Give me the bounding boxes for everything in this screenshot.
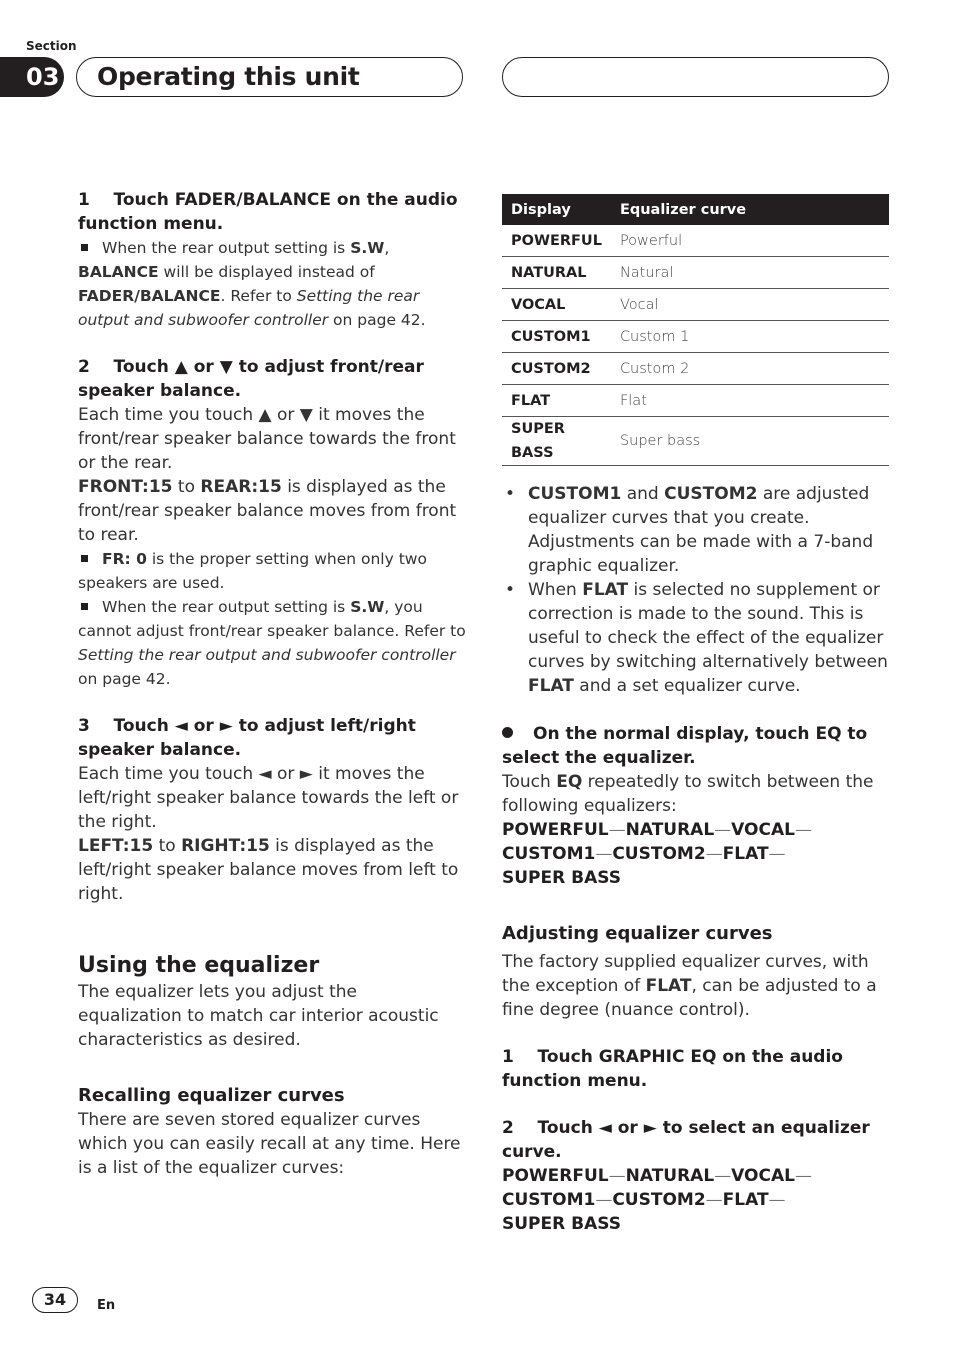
adjusting-intro: The factory supplied equalizer curves, with the exception of FLAT, can be adjusted to a fine degree (nuance control). xyxy=(502,952,877,1020)
table-row xyxy=(502,257,889,289)
touch-eq-desc: Touch EQ repeatedly to switch between the following equalizers: xyxy=(502,772,874,816)
table-cell-display: CUSTOM2 xyxy=(502,353,611,385)
left-column xyxy=(78,188,466,1180)
step-3-left-right: 3 Touch ◄ or ► to adjust left/right speaker balance. xyxy=(78,716,416,760)
equalizer-intro: The equalizer lets you adjust the equalization to match car interior acoustic characteristics as desired. xyxy=(78,982,439,1050)
table-cell-curve: Flat xyxy=(611,385,889,417)
step-select-equalizer: On the normal display, touch EQ to select the equalizer. xyxy=(502,724,868,768)
table-cell-display: CUSTOM1 xyxy=(502,321,611,353)
step-circle-icon xyxy=(502,727,513,738)
left-right-desc: Each time you touch ◄ or ► it moves the left/right speaker balance towards the left or the right. xyxy=(78,764,459,832)
table-header-display: Display xyxy=(502,194,611,225)
table-cell-curve: Natural xyxy=(611,257,889,289)
table-cell-curve: Custom 1 xyxy=(611,321,889,353)
section-number: 03 xyxy=(0,57,64,97)
table-row xyxy=(502,225,889,257)
front-rear-desc: Each time you touch ▲ or ▼ it moves the front/rear speaker balance towards the front or the rear. xyxy=(78,405,456,473)
step-2-front-rear: 2 Touch ▲ or ▼ to adjust front/rear speaker balance. xyxy=(78,357,424,401)
front-rear-range: FRONT:15 to REAR:15 is displayed as the front/rear speaker balance moves from front to rear. xyxy=(78,477,457,545)
note-fr0: FR: 0 is the proper setting when only two speakers are used. xyxy=(78,550,427,592)
notes-list xyxy=(502,482,890,698)
step-1-fader: 1 Touch FADER/BALANCE on the audio function menu. xyxy=(78,190,458,234)
table-cell-display: NATURAL xyxy=(502,257,611,289)
bullet-flat: • When FLAT is selected no supplement or correction is made to the sound. This is useful to check the effect of the equalizer curves by switching alternatively between FLAT and a set equalizer curve. xyxy=(505,580,888,696)
section-label: Section xyxy=(26,39,77,53)
language-code: En xyxy=(97,1298,116,1313)
heading-recalling: Recalling equalizer curves xyxy=(78,1085,345,1106)
table-header-row xyxy=(502,194,889,225)
table-row xyxy=(502,321,889,353)
left-right-range: LEFT:15 to RIGHT:15 is displayed as the left/right speaker balance moves from left to right. xyxy=(78,836,459,904)
page-number: 34 xyxy=(32,1287,78,1313)
note-sw-front-rear: When the rear output setting is S.W, you cannot adjust front/rear speaker balance. Refer to Setting the rear output and subwoofer controller on page 42. xyxy=(78,598,466,688)
table-cell-curve: Powerful xyxy=(611,225,889,257)
step-1-graphic-eq: 1 Touch GRAPHIC EQ on the audio function menu. xyxy=(502,1047,843,1091)
heading-adjusting: Adjusting equalizer curves xyxy=(502,923,773,944)
equalizer-sequence: POWERFUL—NATURAL—VOCAL— CUSTOM1—CUSTOM2—FLAT— SUPER BASS xyxy=(502,820,812,888)
page-title: Operating this unit xyxy=(97,62,360,91)
table-cell-curve: Custom 2 xyxy=(611,353,889,385)
note-square-icon xyxy=(81,244,88,251)
table-cell-curve: Super bass xyxy=(611,417,889,466)
table-cell-display: SUPER BASS xyxy=(502,417,611,466)
note-sw-balance: When the rear output setting is S.W, BALANCE will be displayed instead of FADER/BALANCE. Refer to Setting the rear output and subwoofer controller on page 42. xyxy=(78,239,426,329)
table-cell-display: FLAT xyxy=(502,385,611,417)
table-cell-display: POWERFUL xyxy=(502,225,611,257)
right-column xyxy=(502,194,890,1236)
table-cell-curve: Vocal xyxy=(611,289,889,321)
bullet-dot-icon: • xyxy=(505,484,516,504)
bullet-custom: • CUSTOM1 and CUSTOM2 are adjusted equalizer curves that you create. Adjustments can be made with a 7-band graphic equalizer. xyxy=(505,484,874,576)
equalizer-table xyxy=(502,194,889,466)
equalizer-sequence-2: POWERFUL—NATURAL—VOCAL— CUSTOM1—CUSTOM2—FLAT— SUPER BASS xyxy=(502,1166,812,1234)
step-2-select-curve: 2 Touch ◄ or ► to select an equalizer curve. xyxy=(502,1118,870,1162)
note-square-icon xyxy=(81,603,88,610)
table-row xyxy=(502,417,889,466)
table-row xyxy=(502,385,889,417)
table-row xyxy=(502,353,889,385)
heading-using-equalizer: Using the equalizer xyxy=(78,953,320,978)
table-cell-display: VOCAL xyxy=(502,289,611,321)
note-square-icon xyxy=(81,555,88,562)
recalling-intro: There are seven stored equalizer curves which you can easily recall at any time. Here is a list of the equalizer curves: xyxy=(78,1110,461,1178)
bullet-dot-icon: • xyxy=(505,580,516,600)
table-header-curve: Equalizer curve xyxy=(611,194,889,225)
table-row xyxy=(502,289,889,321)
header-right-frame xyxy=(502,57,889,97)
